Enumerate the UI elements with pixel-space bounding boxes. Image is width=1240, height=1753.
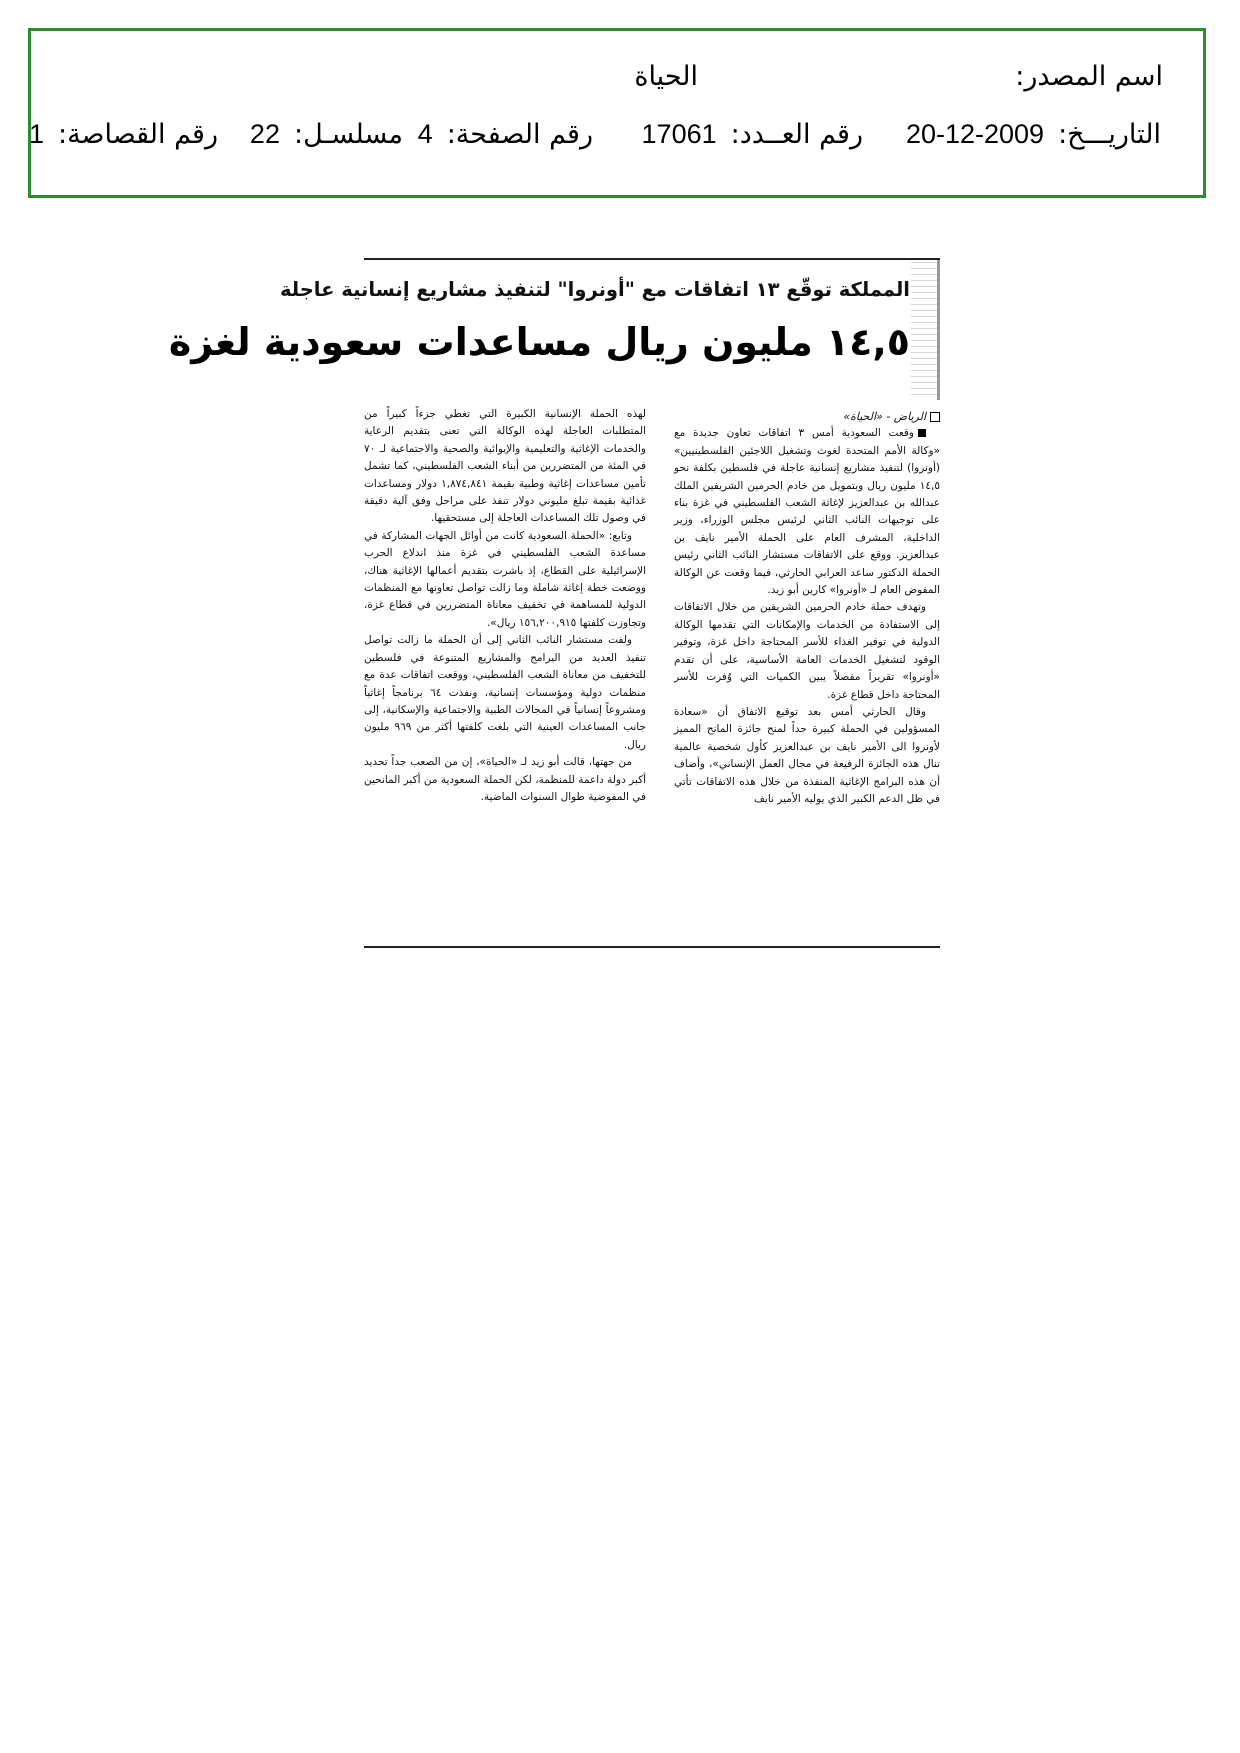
paragraph: وتهدف حملة خادم الحرمين الشريفين من خلال الاتفاقات إلى الاستفادة من الخدمات والإمكانات التي تقدمها الوكالة الدولية في توفير الغذاء للأسر المحتاجة داخل غزة، وتوفير الوقود لتشغيل الخدمات العامة الأساسية، على أن تقدم «أونروا» تقريراً مفصلاً يبين الكميات التي وُفرت للأسر المحتاجة داخل قطاع غزة.: [674, 601, 940, 701]
issue-label: رقم العــدد:: [730, 119, 863, 150]
page-label: رقم الصفحة:: [446, 119, 593, 150]
paragraph: وقال الحارثي أمس بعد توقيع الاتفاق أن «سعادة المسؤولين في الحملة كبيرة جداً لمنح جائزة المانح المميز لأونروا الى الأمير نايف بن عبدالعزيز كأول شخصية عالمية تنال هذه الجائزة الرفيعة في مجال العمل الإنساني»، وأضاف أن هذه البرامج الإغاثية المنفذة من خلال هذه الاتفاقات تأتي في ظل الدعم الكبير الذي يوليه الأمير نايف: [674, 705, 940, 805]
paragraph: من جهتها، قالت أبو زيد لـ «الحياة»، إن من الصعب جداً تحديد أكبر دولة داعمة للمنظمة، لكن الحملة السعودية من أكبر المانحين في المفوضية طوال السنوات الماضية.: [364, 756, 646, 803]
clip-number-value: 1: [28, 119, 44, 149]
article-column-left: [364, 406, 646, 806]
paragraph: [674, 425, 940, 599]
clip-number-label: رقم القصاصة:: [57, 119, 218, 150]
lead-square-icon: [918, 429, 926, 437]
paragraph: لهذه الحملة الإنسانية الكبيرة التي تغطي جزءاً كبيراً من المتطلبات العاجلة لهذه الوكالة التي تعنى بتقديم الرعاية والخدمات الإغاثية والتعليمية والإيوائية والصحية والاجتماعية لـ ٧٠ في المئة من المتضررين من أبناء الشعب الفلسطيني، كما تشمل تأمين مساعدات إغاثية وطبية بقيمة ١,٨٧٤,٨٤١ دولار ومساعدات غذائية بقيمة تبلغ مليوني دولار تنفذ على مراحل وفق آلية دقيقة في وصول تلك المساعدات العاجلة إلى مستحقيها.: [364, 408, 646, 525]
source-field: [1015, 61, 1163, 92]
top-rule: [364, 258, 940, 260]
paragraph: وتابع: «الحملة السعودية كانت من أوائل الجهات المشاركة في مساعدة الشعب الفلسطيني في غزة منذ اندلاع الحرب الإسرائيلية على القطاع، إذ باشرت بتقديم أعمالها الإغاثية هناك، ووضعت خطة إغاثة شاملة وما زالت تواصل تعاونها مع المنظمات الدولية للمساهمة في تخفيف معاناة المتضررين في قطاع غزة، وتجاوزت كلفتها ١٥٦,٢٠٠,٩١٥ ريال».: [364, 529, 646, 629]
article-headline: ١٤,٥ مليون ريال مساعدات سعودية لغزة: [168, 320, 910, 364]
clip-number-field: [29, 119, 218, 150]
serial-label: مسلسـل:: [293, 119, 403, 150]
newspaper-clipping: [168, 258, 940, 948]
date-value: 20-12-2009: [905, 119, 1045, 149]
date-label: التاريـــخ:: [1058, 119, 1161, 150]
serial-value: 22: [249, 119, 280, 149]
date-field: [906, 119, 1161, 150]
paragraph: ولفت مستشار النائب الثاني إلى أن الحملة ما زالت تواصل تنفيذ العديد من البرامج والمشاريع المتنوعة في فلسطين للتخفيف من معاناة الشعب الفلسطيني، ووقعت اتفاقات عدة مع منظمات دولية ومؤسسات إنسانية، ونفذت ٦٤ برنامجاً إغاثياً ومشروعاً إنسانياً في المجالات الطبية والاجتماعية والإسكانية، إلى جانب المساعدات العينية التي بلغت كلفتها أكثر من ٩٦٩ مليون ريال.: [364, 634, 647, 751]
article-kicker: المملكة توقّع ١٣ اتفاقات مع "أونروا" لتنفيذ مشاريع إنسانية عاجلة: [279, 278, 910, 301]
source-label: اسم المصدر:: [1015, 61, 1163, 92]
clipping-metadata-box: [28, 28, 1206, 198]
dateline-text: الرياض - «الحياة»: [843, 410, 926, 423]
page-field: [418, 119, 593, 150]
section-ornament-icon: [911, 260, 940, 400]
page-value: 4: [417, 119, 433, 149]
dateline-square-icon: [930, 412, 940, 422]
paragraph-text: وقعت السعودية أمس ٣ اتفاقات تعاون جديدة مع «وكالة الأمم المتحدة لغوث وتشغيل اللاجئين الفلسطينيين» (أونروا) لتنفيذ مشاريع إنسانية عاجلة في فلسطين بكلفة نحو ١٤,٥ مليون ريال وبتمويل من خادم الحرمين الشريفين الملك عبدالله بن عبدالعزيز لإغاثة الشعب الفلسطيني في غزة بناء على توجيهات النائب الثاني لرئيس مجلس الوزراء، وزير الداخلية، المشرف العام على الحملة الأمير نايف بن عبدالعزيز. ووقع على الاتفاقات مستشار النائب الثاني رئيس الحملة الدكتور ساعد العرابي الحارثي، فيما وقعت عن الوكالة المفوض العام لـ «أونروا» كارين أبو زيد.: [674, 427, 940, 597]
source-value: الحياة: [634, 61, 698, 92]
dateline: [674, 408, 940, 425]
issue-field: [642, 119, 863, 150]
issue-value: 17061: [641, 119, 717, 149]
bottom-rule: [364, 946, 940, 948]
source-value-field: [634, 61, 698, 92]
serial-field: [250, 119, 403, 150]
article-column-right: [674, 408, 940, 808]
